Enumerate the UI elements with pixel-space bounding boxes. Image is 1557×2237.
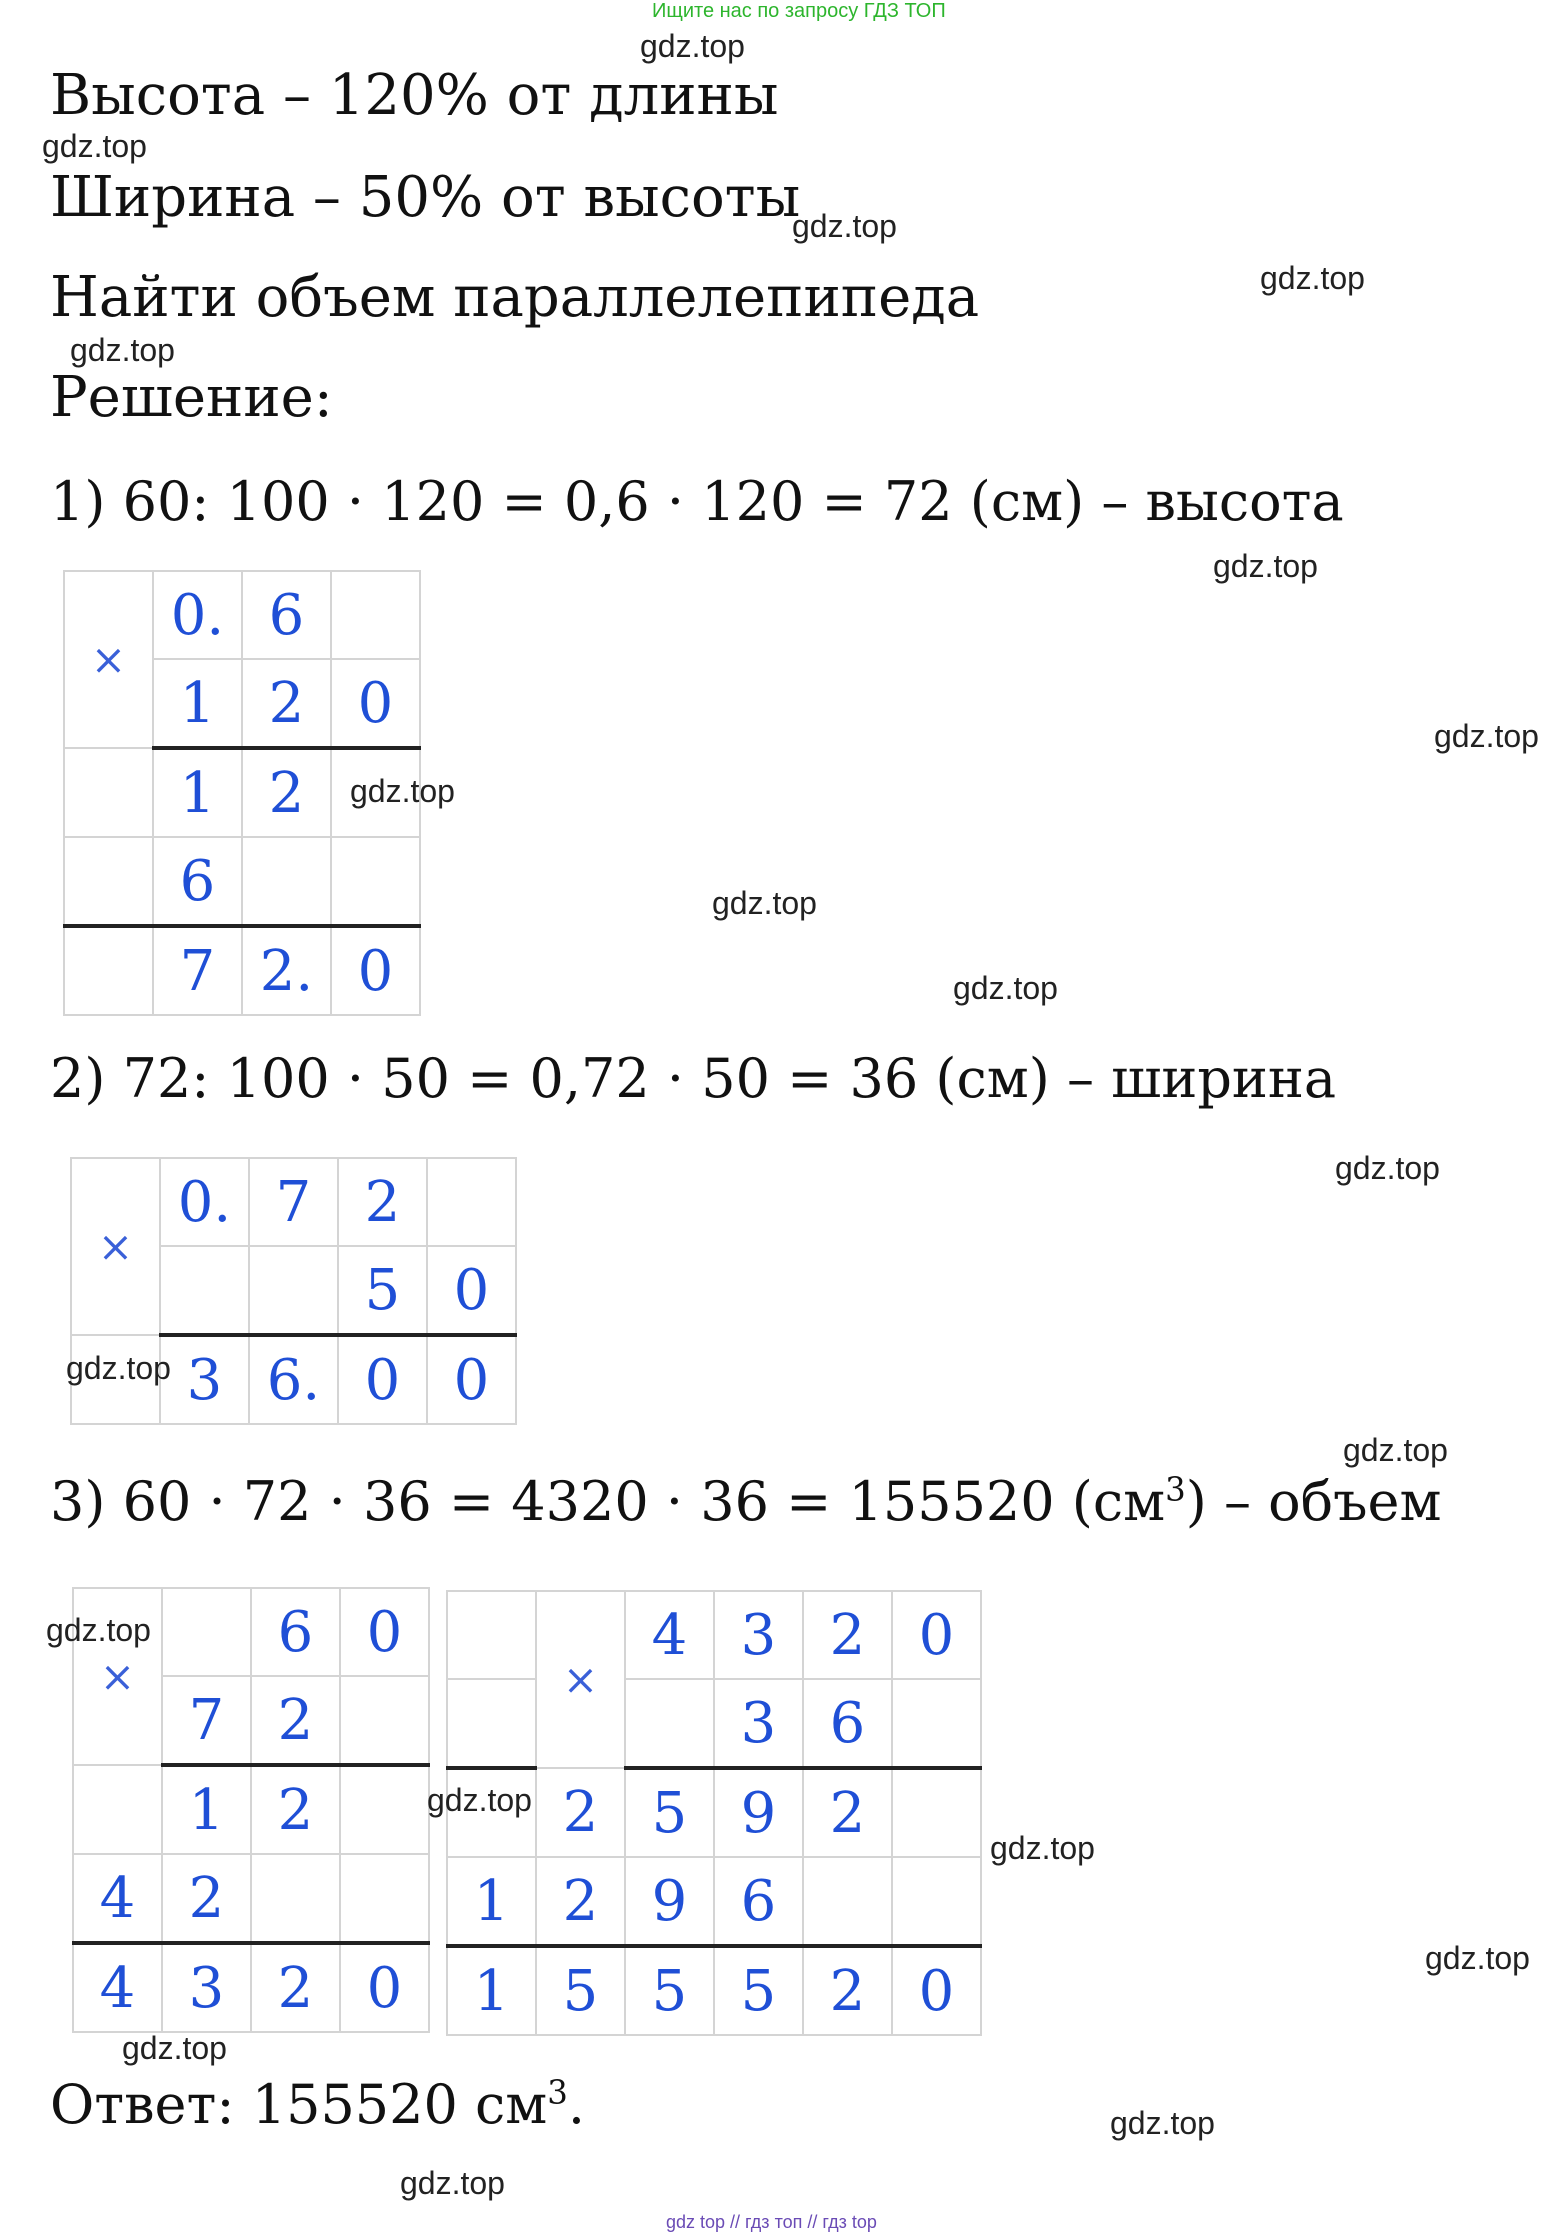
grid-cell xyxy=(892,1768,981,1857)
grid-cell xyxy=(331,837,420,926)
bottom-banner: gdz top // гдз топ // гдз top xyxy=(666,2212,877,2232)
grid-cell: 0 xyxy=(338,1335,427,1424)
grid-cell: 2 xyxy=(803,1946,892,2035)
grid-cell xyxy=(64,748,153,837)
grid-cell: 2 xyxy=(242,748,331,837)
grid-cell: 2 xyxy=(162,1854,251,1943)
grid-cell xyxy=(242,837,331,926)
watermark: gdz.top xyxy=(46,1612,151,1648)
grid-cell: 2 xyxy=(536,1768,625,1857)
grid-cell: 6 xyxy=(714,1857,803,1946)
watermark: gdz.top xyxy=(350,773,455,809)
grid-cell: 4 xyxy=(73,1943,162,2032)
watermark: gdz.top xyxy=(1343,1432,1448,1468)
grid-cell: 4 xyxy=(73,1854,162,1943)
watermark: gdz.top xyxy=(712,885,817,921)
grid-cell: 1 xyxy=(153,748,242,837)
grid-cell: 2 xyxy=(803,1768,892,1857)
grid-cell: 2 xyxy=(251,1943,340,2032)
height-condition: Высота – 120% от длины xyxy=(50,63,779,128)
grid-cell xyxy=(64,926,153,1015)
grid-cell: 3 xyxy=(162,1943,251,2032)
watermark: gdz.top xyxy=(1110,2105,1215,2141)
grid-cell: 0 xyxy=(340,1943,429,2032)
grid-cell xyxy=(331,571,420,659)
grid-cell: 0. xyxy=(153,571,242,659)
grid-cell: 0 xyxy=(340,1588,429,1676)
grid-cell: 7 xyxy=(249,1158,338,1246)
grid-cell: 5 xyxy=(338,1246,427,1335)
grid-cell: 3 xyxy=(714,1591,803,1679)
watermark: gdz.top xyxy=(400,2165,505,2201)
multiply-sign: × xyxy=(64,571,153,748)
step-2: 2) 72: 100 · 50 = 0,72 · 50 = 36 (см) – ширина xyxy=(50,1047,1337,1110)
grid-cell: 2 xyxy=(536,1857,625,1946)
grid-cell: 2. xyxy=(242,926,331,1015)
grid-cell xyxy=(427,1158,516,1246)
watermark: gdz.top xyxy=(1260,260,1365,296)
grid-cell xyxy=(73,1765,162,1854)
grid-cell: 0 xyxy=(427,1335,516,1424)
grid-cell: 0 xyxy=(427,1246,516,1335)
grid-cell: 2 xyxy=(242,659,331,748)
answer: Ответ: 155520 $см^3$. xyxy=(50,2073,586,2136)
grid-cell xyxy=(64,837,153,926)
grid-cell: 2 xyxy=(251,1765,340,1854)
grid-cell: 5 xyxy=(625,1946,714,2035)
grid-cell: 1 xyxy=(447,1857,536,1946)
grid-cell: 0 xyxy=(892,1591,981,1679)
grid-cell: 0 xyxy=(331,926,420,1015)
top-banner: Ищите нас по запросу ГДЗ ТОП xyxy=(652,0,946,22)
grid-cell: 1 xyxy=(153,659,242,748)
grid-cell: 3 xyxy=(714,1679,803,1768)
grid-cell: 2 xyxy=(803,1591,892,1679)
watermark: gdz.top xyxy=(1434,718,1539,754)
grid-cell: 0 xyxy=(331,659,420,748)
grid-cell xyxy=(892,1857,981,1946)
grid-cell: 7 xyxy=(162,1676,251,1765)
width-condition: Ширина – 50% от высоты xyxy=(50,165,801,230)
grid-cell: 6 xyxy=(251,1588,340,1676)
grid-cell: 9 xyxy=(714,1768,803,1857)
grid-cell: 2 xyxy=(338,1158,427,1246)
grid-cell: 6 xyxy=(153,837,242,926)
grid-cell: 4 xyxy=(625,1591,714,1679)
grid-cell xyxy=(160,1246,249,1335)
multiplication-grid-3 xyxy=(72,1587,430,2033)
step-3: 3) 60 · 72 · 36 = 4320 · 36 = 155520 $(см^3)$ – объем xyxy=(50,1470,1442,1533)
grid-cell xyxy=(251,1854,340,1943)
grid-cell: 0. xyxy=(160,1158,249,1246)
grid-cell: 3 xyxy=(160,1335,249,1424)
grid-cell: 6 xyxy=(242,571,331,659)
watermark: gdz.top xyxy=(1335,1150,1440,1186)
grid-cell xyxy=(803,1857,892,1946)
grid-cell: 2 xyxy=(251,1676,340,1765)
grid-cell: 7 xyxy=(153,926,242,1015)
grid-cell: 6. xyxy=(249,1335,338,1424)
grid-cell: 5 xyxy=(714,1946,803,2035)
grid-cell: 1 xyxy=(447,1946,536,2035)
grid-cell xyxy=(340,1765,429,1854)
watermark: gdz.top xyxy=(70,332,175,368)
grid-cell xyxy=(340,1854,429,1943)
watermark: gdz.top xyxy=(427,1782,532,1818)
grid-cell xyxy=(340,1676,429,1765)
watermark: gdz.top xyxy=(1425,1940,1530,1976)
grid-cell: 9 xyxy=(625,1857,714,1946)
grid-cell: 0 xyxy=(892,1946,981,2035)
multiply-sign: × xyxy=(73,1588,162,1765)
watermark: gdz.top xyxy=(1213,548,1318,584)
task-text: Найти объем параллелепипеда xyxy=(50,265,980,330)
watermark: gdz.top xyxy=(640,28,745,64)
grid-cell xyxy=(249,1246,338,1335)
watermark: gdz.top xyxy=(990,1830,1095,1866)
grid-cell xyxy=(892,1679,981,1768)
multiply-sign: × xyxy=(71,1158,160,1335)
grid-cell: 5 xyxy=(536,1946,625,2035)
step-1: 1) 60: 100 · 120 = 0,6 · 120 = 72 (см) – высота xyxy=(50,470,1344,533)
grid-cell xyxy=(625,1679,714,1768)
watermark: gdz.top xyxy=(42,128,147,164)
grid-cell xyxy=(162,1588,251,1676)
watermark: gdz.top xyxy=(122,2030,227,2066)
grid-cell xyxy=(447,1679,536,1768)
grid-cell: 6 xyxy=(803,1679,892,1768)
grid-cell: 1 xyxy=(162,1765,251,1854)
grid-cell: 5 xyxy=(625,1768,714,1857)
multiply-sign: × xyxy=(536,1591,625,1768)
watermark: gdz.top xyxy=(66,1350,171,1386)
grid-cell xyxy=(447,1591,536,1679)
solution-label: Решение: xyxy=(50,365,333,430)
watermark: gdz.top xyxy=(953,970,1058,1006)
watermark: gdz.top xyxy=(792,208,897,244)
